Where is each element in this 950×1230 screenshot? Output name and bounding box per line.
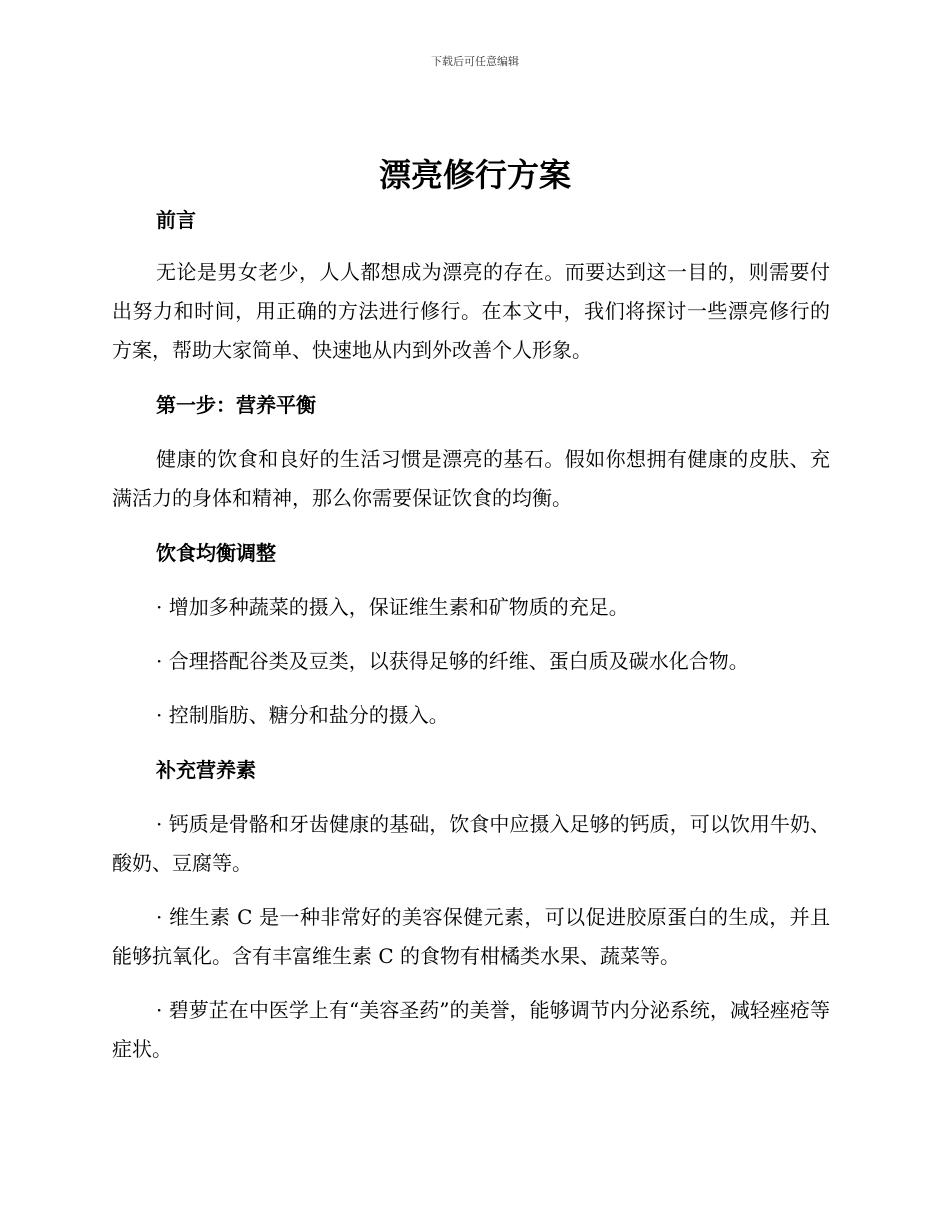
diet-item-vegetables: · 增加多种蔬菜的摄入，保证维生素和矿物质的充足。 bbox=[156, 595, 629, 619]
supplement-item-calcium: · 钙质是骨骼和牙齿健康的基础，饮食中应摄入足够的钙质，可以饮用牛奶、酸奶、豆腐等。 bbox=[112, 812, 830, 875]
diet-heading: 饮食均衡调整 bbox=[156, 541, 276, 565]
page-header: 下载后可任意编辑 bbox=[431, 55, 519, 68]
supplement-heading: 补充营养素 bbox=[156, 758, 256, 782]
supplement-item-vitamin-c: · 维生素 C 是一种非常好的美容保健元素，可以促进胶原蛋白的生成，并且能够抗氧化。含有丰富维生素 C 的食物有柑橘类水果、蔬菜等。 bbox=[112, 905, 830, 968]
document-title: 漂亮修行方案 bbox=[378, 156, 571, 194]
diet-item-grains: · 合理搭配谷类及豆类，以获得足够的纤维、蛋白质及碳水化合物。 bbox=[156, 649, 749, 673]
preface-paragraph: 无论是男女老少，人人都想成为漂亮的存在。而要达到这一目的，则需要付出努力和时间，用正确的方法进行修行。在本文中，我们将探讨一些漂亮修行的方案，帮助大家简单、快速地从内到外改善个人形象。 bbox=[112, 260, 830, 362]
supplement-item-pycnogenol: · 碧萝芷在中医学上有“美容圣药”的美誉，能够调节内分泌系统，减轻痤疮等症状。 bbox=[112, 998, 830, 1061]
step1-paragraph: 健康的饮食和良好的生活习惯是漂亮的基石。假如你想拥有健康的皮肤、充满活力的身体和精神，那么你需要保证饮食的均衡。 bbox=[112, 447, 830, 510]
preface-heading: 前言 bbox=[156, 208, 196, 232]
document-body bbox=[112, 200, 830, 1069]
step1-heading: 第一步：营养平衡 bbox=[156, 393, 316, 417]
diet-item-control: · 控制脂肪、糖分和盐分的摄入。 bbox=[156, 703, 449, 727]
